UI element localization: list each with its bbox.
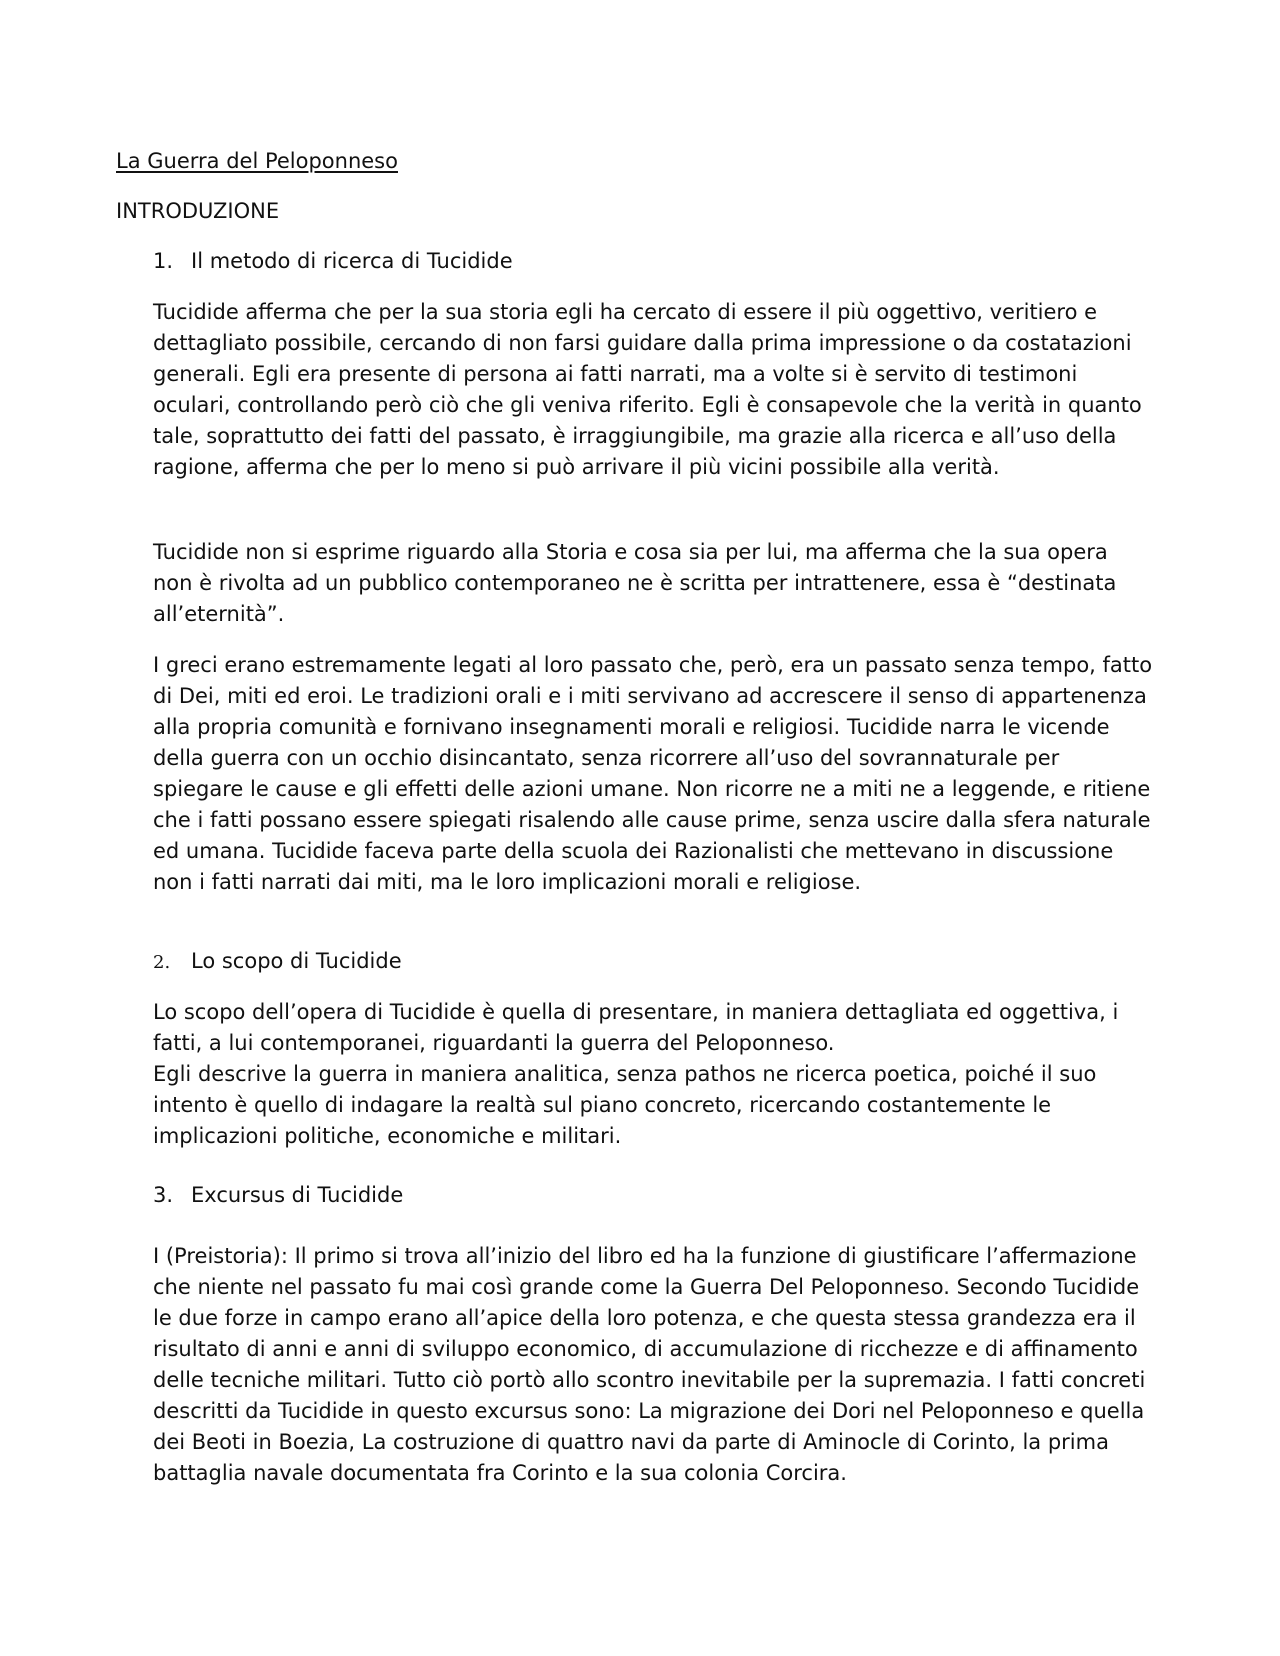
- document-title: La Guerra del Peloponneso: [116, 149, 398, 173]
- section-number: 1.: [153, 249, 174, 273]
- section-heading-text: Il metodo di ricerca di Tucidide: [191, 249, 513, 273]
- section-number: 3.: [153, 1183, 174, 1207]
- paragraph: I greci erano estremamente legati al loro passato che, però, era un passato senza tempo, fatto di Dei, miti ed eroi. Le tradizioni orali e i miti servivano ad accrescere il senso di appartenenza alla propria comunità e fornivano insegnamenti morali e religiosi. Tucidide narra le vicende della guerra con un occhio disincantato, senza ricorrere all’uso del sovrannaturale per spiegare le cause e gli effetti delle azioni umane. Non ricorre ne a miti ne a leggende, e ritiene che i fatti possano essere spiegati risalendo alle cause prime, senza uscire dalla sfera naturale ed umana. Tucidide faceva parte della scuola dei Razionalisti che mettevano in discussione non i fatti narrati dai miti, ma le loro implicazioni morali e religiose.: [153, 653, 1153, 894]
- section-heading-text: Excursus di Tucidide: [191, 1183, 404, 1207]
- section-label: INTRODUZIONE: [116, 199, 280, 223]
- section-number: 2.: [153, 952, 171, 973]
- paragraph: Tucidide non si esprime riguardo alla Storia e cosa sia per lui, ma afferma che la sua opera non è rivolta ad un pubblico contemporaneo ne è scritta per intrattenere, essa è “destinata all’eternità”.: [153, 540, 1117, 626]
- paragraph: Tucidide afferma che per la sua storia egli ha cercato di essere il più oggettivo, veritiero e dettagliato possibile, cercando di non farsi guidare dalla prima impressione o da costatazioni generali. Egli era presente di persona ai fatti narrati, ma a volte si è servito di testimoni oculari, controllando però ciò che gli veniva riferito. Egli è consapevole che la verità in quanto tale, soprattutto dei fatti del passato, è irraggiungibile, ma grazie alla ricerca e all’uso della ragione, afferma che per lo meno si può arrivare il più vicini possibile alla verità.: [153, 300, 1142, 479]
- paragraph: I (Preistoria): Il primo si trova all’inizio del libro ed ha la funzione di giustificare l’affermazione che niente nel passato fu mai così grande come la Guerra Del Peloponneso. Secondo Tucidide le due forze in campo erano all’apice della loro potenza, e che questa stessa grandezza era il risultato di anni e anni di sviluppo economico, di accumulazione di ricchezze e di affinamento delle tecniche militari. Tutto ciò portò allo scontro inevitabile per la supremazia. I fatti concreti descritti da Tucidide in questo excursus sono: La migrazione dei Dori nel Peloponneso e quella dei Beoti in Boezia, La costruzione di quattro navi da parte di Aminocle di Corinto, la prima battaglia navale documentata fra Corinto e la sua colonia Corcira.: [153, 1244, 1146, 1485]
- paragraph: Egli descrive la guerra in maniera analitica, senza pathos ne ricerca poetica, poiché il suo intento è quello di indagare la realtà sul piano concreto, ricercando costantemente le implicazioni politiche, economiche e militari.: [153, 1062, 1097, 1148]
- section-heading-3: [153, 1180, 403, 1210]
- section-heading-2: [153, 946, 402, 978]
- paragraph: Lo scopo dell’opera di Tucidide è quella di presentare, in maniera dettagliata ed oggettiva, i fatti, a lui contemporanei, riguardanti la guerra del Peloponneso.: [153, 1000, 1119, 1055]
- section-heading-text: Lo scopo di Tucidide: [191, 949, 402, 973]
- section-heading-1: [153, 246, 513, 276]
